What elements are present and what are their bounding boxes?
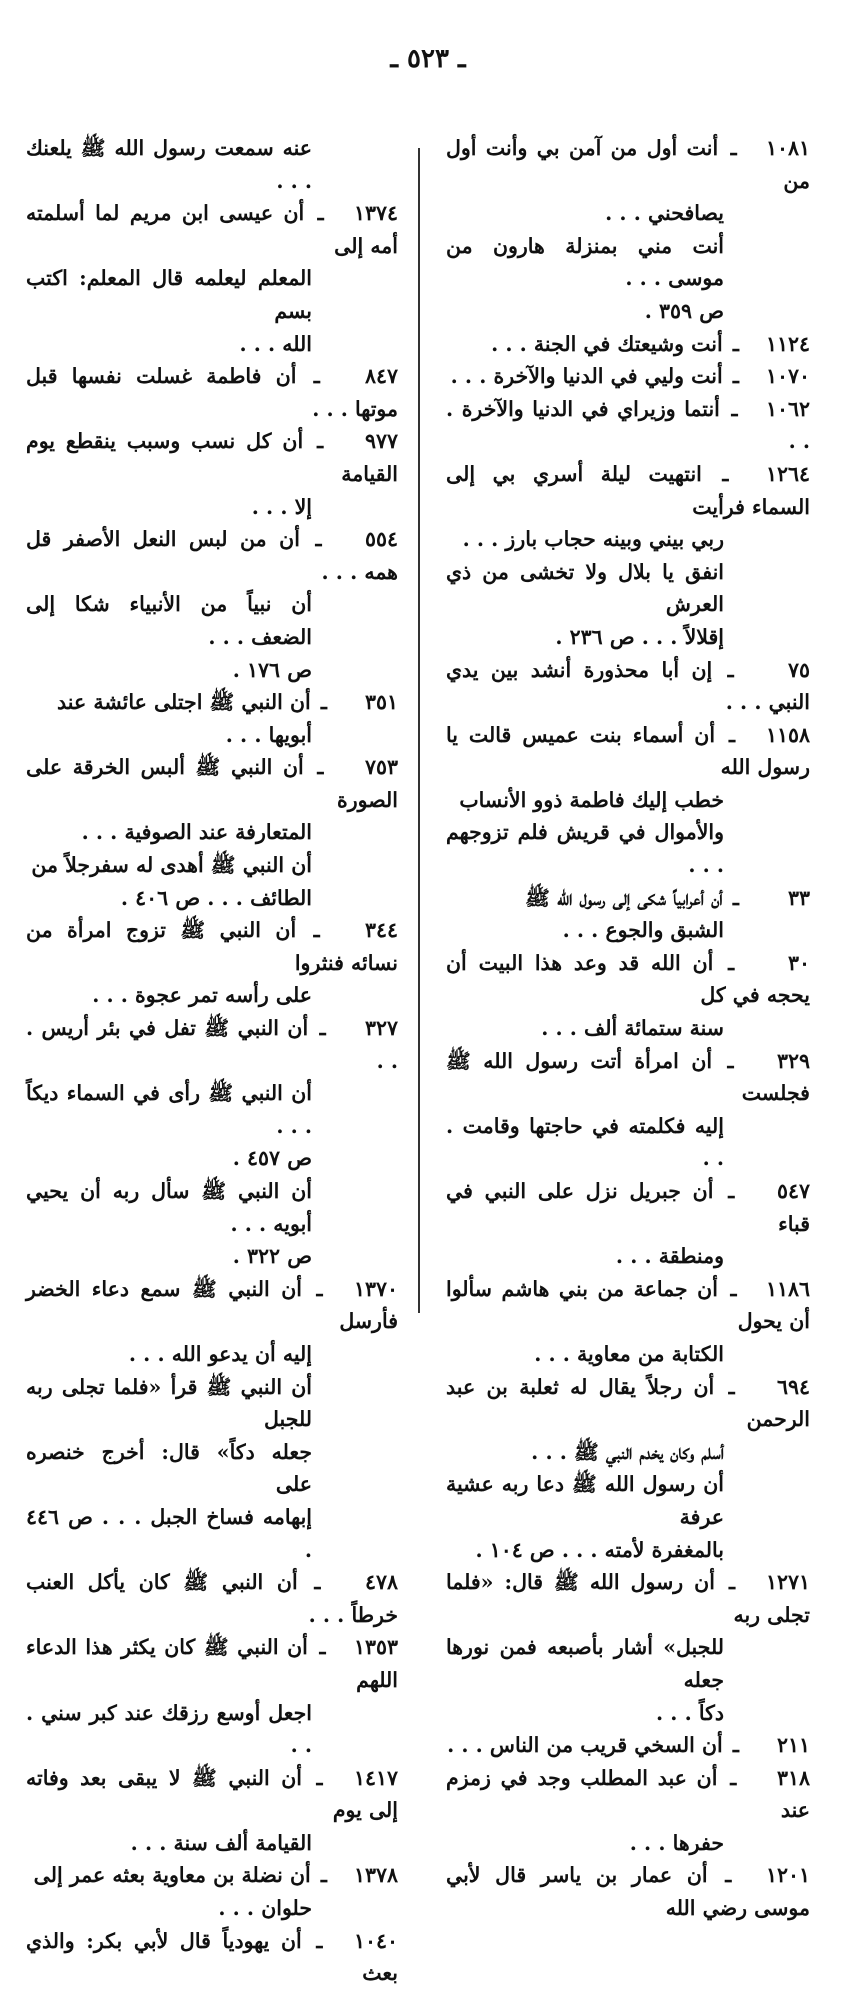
index-entry bbox=[446, 1859, 810, 1924]
entry-number: ١٤١٧ bbox=[353, 1765, 398, 1790]
entry-number: ٢١١ bbox=[776, 1733, 810, 1758]
entry-text: أن امرأة أتت رسول الله ﷺ فجلست bbox=[446, 1048, 810, 1106]
entry-text-continuation: دكاً . . . bbox=[656, 1700, 724, 1725]
entry-text-continuation: ومنطقة . . . bbox=[615, 1244, 724, 1269]
entry-text-continuation: إبهامه فساخ الجبل . . . ص ٤٤٦ . bbox=[26, 1504, 312, 1562]
entry-text-continuation: الله . . . bbox=[239, 331, 312, 356]
entry-text: أن النبي ﷺ قرأ «فلما تجلى ربه للجبل bbox=[26, 1374, 312, 1432]
entry-dash: ـ bbox=[721, 136, 746, 160]
index-entry bbox=[446, 556, 810, 654]
entry-text-continuation: ص ٤٥٧ . bbox=[232, 1146, 312, 1171]
entry-text-continuation: ص ١٧٦ . bbox=[232, 657, 312, 682]
index-entry bbox=[446, 1273, 810, 1371]
entry-dash: ـ bbox=[717, 1374, 746, 1399]
entry-dash: ـ bbox=[710, 1863, 746, 1888]
index-entry bbox=[26, 425, 398, 523]
index-entry bbox=[26, 1175, 398, 1273]
index-entry bbox=[26, 751, 398, 849]
entry-number: ١٢٦٤ bbox=[765, 461, 810, 486]
entry-number: ٩٧٧ bbox=[364, 429, 398, 454]
index-entry bbox=[26, 1566, 398, 1631]
entry-number: ٣١٨ bbox=[776, 1765, 810, 1790]
entry-dash: ـ bbox=[725, 885, 746, 910]
index-entry bbox=[26, 1859, 398, 1924]
entry-text-continuation: إلا . . . bbox=[251, 494, 312, 519]
entry-dash: ـ bbox=[718, 722, 747, 747]
index-entry bbox=[446, 1175, 810, 1273]
entry-number: ١٣٧٤ bbox=[353, 201, 399, 226]
entry-text: أن النبي ﷺ تفل في بئر أريس . . . bbox=[26, 1016, 398, 1073]
entry-text: أن كل نسب وسبب ينقطع يوم القيامة bbox=[26, 429, 398, 486]
index-entry bbox=[26, 1077, 398, 1175]
entry-text-continuation: بالمغفرة لأمته . . . ص ١٠٤ . bbox=[475, 1537, 724, 1562]
index-entry bbox=[26, 588, 398, 686]
index-entry bbox=[26, 197, 398, 360]
entry-text: أن النبي ﷺ كان يأكل العنب خرطاً . . . bbox=[26, 1570, 398, 1627]
entry-dash: ـ bbox=[716, 1179, 747, 1203]
entry-dash: ـ bbox=[715, 657, 747, 682]
entry-text-continuation: اجعل أوسع رزقك عند كبر سني . . . bbox=[26, 1700, 312, 1758]
entry-number: ١٠٧٠ bbox=[765, 364, 810, 389]
entry-number: ٦٩٤ bbox=[776, 1374, 810, 1399]
index-entry bbox=[446, 458, 810, 556]
entry-text-continuation: على رأسه تمر عجوة . . . bbox=[92, 983, 312, 1008]
entry-text: أن عبد المطلب وجد في زمزم عند bbox=[446, 1765, 810, 1823]
entry-text: أن من لبس النعل الأصفر قل همه . . . bbox=[26, 527, 398, 584]
index-entry bbox=[446, 947, 810, 1045]
entry-text: أن رسول الله ﷺ قال: «فلما تجلى ربه bbox=[446, 1570, 810, 1627]
index-entry bbox=[446, 360, 810, 393]
entry-dash: ـ bbox=[310, 1635, 334, 1660]
entry-dash: ـ bbox=[307, 201, 335, 226]
entry-text-continuation: والأموال في قريش فلم تزوجهم . . . bbox=[446, 820, 724, 878]
entry-number: ١٣٧٨ bbox=[353, 1863, 398, 1888]
entry-text-continuation: إقلالاً . . . ص ٢٣٦ . bbox=[555, 624, 724, 649]
entry-number: ١٣٥٣ bbox=[353, 1635, 398, 1660]
entry-text: أن عمار بن ياسر قال لأبي موسى رضي الله bbox=[446, 1863, 810, 1921]
entry-number: ١١٥٨ bbox=[765, 722, 811, 747]
entry-text: أنت مني بمنزلة هارون من موسى . . . bbox=[446, 233, 724, 291]
entry-text: أنتما وزيراي في الدنيا والآخرة . . . bbox=[446, 396, 810, 454]
index-entry bbox=[26, 1012, 398, 1077]
index-entry bbox=[446, 132, 810, 230]
entry-text-continuation: حلوان . . . bbox=[218, 1896, 312, 1921]
index-column-right bbox=[446, 132, 810, 1925]
index-entry bbox=[446, 1045, 810, 1175]
entry-text-continuation: يصافحني . . . bbox=[605, 201, 724, 226]
entry-number: ١١٨٦ bbox=[765, 1276, 810, 1301]
entry-number: ٣٥١ bbox=[364, 690, 398, 715]
index-entry bbox=[26, 914, 398, 1012]
entry-text: أن النبي ﷺ رأى في السماء ديكاً . . . bbox=[26, 1081, 312, 1138]
entry-text: إن أبا محذورة أنشد بين يدي النبي . . . bbox=[446, 657, 810, 715]
entry-number: ١٠٨١ bbox=[765, 136, 810, 160]
index-entry bbox=[26, 132, 398, 197]
index-entry bbox=[446, 393, 810, 458]
entry-text-continuation: المعلم ليعلمه قال المعلم: اكتب بسم bbox=[26, 266, 312, 323]
entry-dash: ـ bbox=[720, 1276, 746, 1301]
entry-text-continuation: الكتابة من معاوية . . . bbox=[534, 1341, 724, 1366]
entry-text: أن جماعة من بني هاشم سألوا أن يحول bbox=[446, 1276, 810, 1334]
entry-dash: ـ bbox=[302, 527, 334, 552]
entry-number: ٣٠ bbox=[787, 950, 810, 975]
index-entry bbox=[26, 1631, 398, 1761]
entry-text: أن رسول الله ﷺ دعا ربه عشية عرفة bbox=[446, 1472, 724, 1529]
entry-number: ١٢٧١ bbox=[765, 1570, 810, 1595]
entry-text-continuation: ص ٣٥٩ . bbox=[644, 298, 724, 323]
index-entry bbox=[446, 1468, 810, 1566]
entry-text: أنت وشيعتك في الجنة . . . bbox=[491, 331, 723, 356]
entry-dash: ـ bbox=[313, 1863, 334, 1888]
entry-dash: ـ bbox=[313, 690, 334, 715]
entry-text: أن السخي قريب من الناس . . . bbox=[447, 1733, 723, 1758]
index-entry bbox=[26, 1371, 398, 1567]
index-entry bbox=[446, 719, 810, 882]
entry-number: ١٣٧٠ bbox=[353, 1276, 398, 1301]
page-number: ـ ٥٢٣ ـ bbox=[390, 44, 466, 74]
index-entry bbox=[26, 1925, 398, 1990]
entry-text-continuation: الشبق والجوع . . . bbox=[562, 918, 724, 943]
index-entry bbox=[446, 230, 810, 328]
entry-text: أن نضلة بن معاوية بعثه عمر إلى bbox=[33, 1863, 311, 1888]
entry-dash: ـ bbox=[725, 331, 746, 356]
entry-number: ٧٥٣ bbox=[364, 755, 399, 780]
entry-dash: ـ bbox=[300, 1570, 335, 1595]
entry-text: أن نبياً من الأنبياء شكا إلى الضعف . . . bbox=[26, 592, 312, 649]
entry-text-continuation: أبويها . . . bbox=[225, 722, 312, 747]
index-entry bbox=[446, 882, 810, 947]
entry-text-continuation: ص ٣٢٢ . bbox=[232, 1244, 312, 1269]
entry-number: ١١٢٤ bbox=[765, 331, 810, 356]
entry-number: ١٠٤٠ bbox=[353, 1928, 398, 1953]
entry-number: ٣٢٧ bbox=[364, 1016, 399, 1041]
index-entry bbox=[446, 1371, 810, 1469]
entry-dash: ـ bbox=[306, 755, 335, 780]
entry-text: أن النبي ﷺ تزوج امرأة من نسائه فنثروا bbox=[26, 918, 398, 975]
entry-text: عنه سمعت رسول الله ﷺ يلعنك . . . bbox=[26, 136, 312, 193]
entry-text: انتهيت ليلة أسري بي إلى السماء فرأيت bbox=[446, 461, 810, 519]
entry-dash: ـ bbox=[704, 461, 746, 486]
entry-dash: ـ bbox=[720, 1765, 746, 1790]
entry-text: أن رجلاً يقال له ثعلبة بن عبد الرحمن bbox=[446, 1374, 810, 1432]
entry-text: أن يهودياً قال لأبي بكر: والذي بعث bbox=[26, 1928, 398, 1986]
entry-text-continuation: إليه أن يدعو الله . . . bbox=[128, 1341, 312, 1366]
entry-dash: ـ bbox=[725, 1733, 746, 1758]
entry-dash: ـ bbox=[304, 1276, 334, 1301]
entry-text-continuation: حفرها . . . bbox=[629, 1830, 724, 1855]
entry-number: ٣٣ bbox=[787, 885, 810, 910]
entry-number: ٨٤٧ bbox=[364, 364, 399, 389]
index-entry bbox=[26, 1273, 398, 1371]
entry-text: أن أعرابياً شكى إلى رسول الله ﷺ bbox=[525, 885, 723, 910]
index-entry bbox=[26, 523, 398, 588]
index-entry bbox=[446, 328, 810, 361]
entry-text-continuation: للجبل» أشار بأصبعه فمن نورها جعله bbox=[446, 1635, 724, 1692]
entry-number: ١٠٦٢ bbox=[765, 396, 811, 421]
entry-dash: ـ bbox=[304, 1765, 334, 1790]
entry-dash: ـ bbox=[717, 1570, 746, 1595]
entry-text: أن جبريل نزل على النبي في قباء bbox=[446, 1179, 810, 1236]
index-entry bbox=[26, 849, 398, 914]
entry-dash: ـ bbox=[306, 429, 334, 454]
entry-text: أن النبي ﷺ أهدى له سفرجلاً من bbox=[31, 853, 312, 878]
entry-text-continuation: أسلم وكان يخدم النبي ﷺ . . . bbox=[531, 1439, 724, 1464]
entry-text: أن النبي ﷺ سمع دعاء الخضر فأرسل bbox=[26, 1276, 398, 1334]
index-entry bbox=[26, 360, 398, 425]
entry-dash: ـ bbox=[304, 1928, 334, 1953]
column-divider bbox=[418, 148, 420, 1313]
index-entry bbox=[26, 686, 398, 751]
index-column-left bbox=[26, 132, 398, 1990]
entry-text-continuation: جعله دكاً» قال: أخرج خنصره على bbox=[26, 1439, 312, 1497]
entry-text: أن النبي ﷺ سأل ربه أن يحيي أبويه . . . bbox=[26, 1179, 312, 1236]
entry-text-continuation: سنة ستمائة ألف . . . bbox=[541, 1016, 724, 1041]
entry-text: أن النبي ﷺ اجتلى عائشة عند bbox=[57, 690, 311, 715]
index-entry bbox=[446, 1729, 810, 1762]
entry-text: أنت وليي في الدنيا والآخرة . . . bbox=[450, 364, 723, 389]
index-entry bbox=[446, 1566, 810, 1729]
entry-dash: ـ bbox=[716, 950, 746, 975]
entry-number: ٣٤٤ bbox=[364, 918, 398, 943]
entry-number: ٣٢٩ bbox=[776, 1048, 811, 1073]
entry-text: أن النبي ﷺ لا يبقى بعد وفاته إلى يوم bbox=[26, 1765, 398, 1823]
index-entry bbox=[446, 1762, 810, 1860]
entry-text-continuation: القيامة ألف سنة . . . bbox=[130, 1830, 312, 1855]
entry-text-continuation: ربي بيني وبينه حجاب بارز . . . bbox=[462, 527, 724, 552]
entry-text-continuation: خطب إليك فاطمة ذوو الأنساب bbox=[459, 787, 724, 812]
entry-number: ٤٧٨ bbox=[364, 1570, 399, 1595]
entry-dash: ـ bbox=[299, 918, 334, 943]
index-entry bbox=[26, 1762, 398, 1860]
entry-text: أن أسماء بنت عميس قالت يا رسول الله bbox=[446, 722, 810, 780]
entry-number: ٥٥٤ bbox=[364, 527, 398, 552]
entry-text: أن النبي ﷺ ألبس الخرقة على الصورة bbox=[26, 755, 398, 812]
entry-text-continuation: إليه فكلمته في حاجتها وقامت . . . bbox=[446, 1113, 724, 1171]
entry-text: أن فاطمة غسلت نفسها قبل موتها . . . bbox=[26, 364, 398, 421]
entry-dash: ـ bbox=[311, 1016, 335, 1041]
index-entry bbox=[446, 654, 810, 719]
entry-text: أن النبي ﷺ كان يكثر هذا الدعاء اللهم bbox=[26, 1635, 398, 1692]
entry-dash: ـ bbox=[299, 364, 335, 389]
entry-number: ٥٤٧ bbox=[776, 1179, 811, 1203]
entry-dash: ـ bbox=[722, 396, 747, 421]
entry-text: أن عيسى ابن مريم لما أسلمته أمه إلى bbox=[26, 201, 398, 258]
entry-text-continuation: الطائف . . . ص ٤٠٦ . bbox=[120, 885, 312, 910]
entry-dash: ـ bbox=[725, 364, 746, 389]
entry-number: ١٢٠١ bbox=[765, 1863, 810, 1888]
entry-text-continuation: المتعارفة عند الصوفية . . . bbox=[81, 820, 312, 845]
entry-dash: ـ bbox=[715, 1048, 747, 1073]
entry-text: انفق يا بلال ولا تخشى من ذي العرش bbox=[446, 559, 724, 617]
entry-text: أن الله قد وعد هذا البيت أن يحجه في كل bbox=[446, 950, 810, 1008]
entry-text: أنت أول من آمن بي وأنت أول من bbox=[446, 136, 810, 193]
entry-number: ٧٥ bbox=[787, 657, 811, 682]
